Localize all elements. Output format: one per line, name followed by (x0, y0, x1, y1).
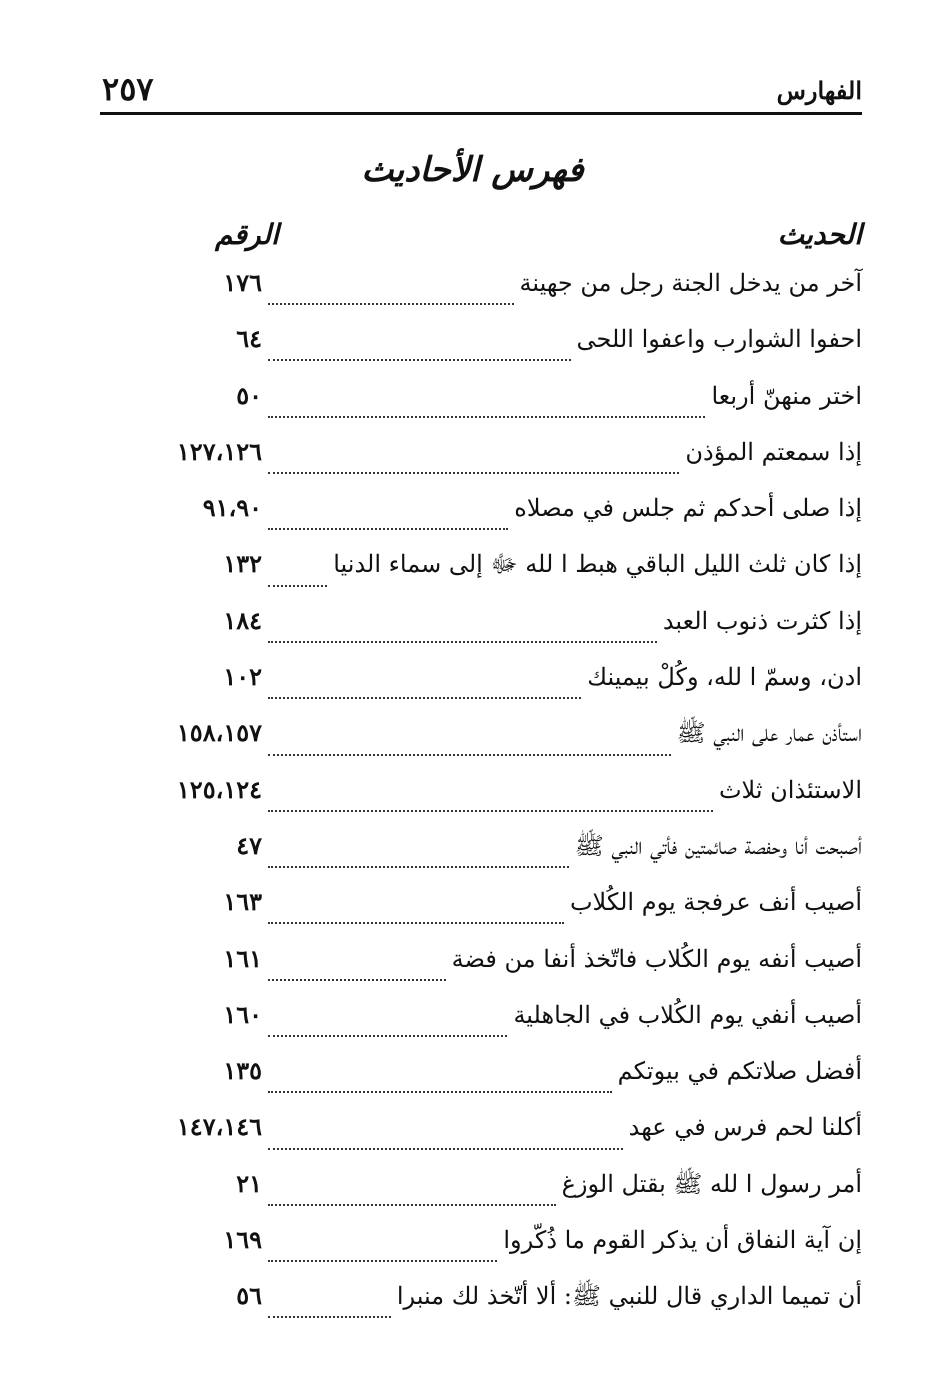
page-number: ٢٥٧ (102, 70, 154, 108)
index-entry (150, 606, 862, 662)
hadith-text: آخر من يدخل الجنة رجل من جهينة (519, 269, 862, 297)
hadith-number: ١٣٥ (223, 1056, 262, 1086)
index-entry (150, 324, 862, 380)
dot-leader (268, 472, 679, 474)
index-title: فهرس الأحاديث (361, 150, 584, 190)
index-entry (150, 437, 862, 493)
index-entry (150, 493, 862, 549)
dot-leader (268, 1148, 623, 1150)
index-entry (150, 775, 862, 831)
hadith-number: ١٢٧،١٢٦ (176, 436, 262, 466)
hadith-number: ١٧٦ (223, 268, 262, 297)
hadith-text: إذا كثرت ذنوب العبد (662, 606, 862, 635)
index-entry (150, 662, 862, 718)
index-entry (150, 718, 862, 774)
hadith-number: ١٦٩ (223, 1225, 262, 1255)
hadith-text: أصيب أنفه يوم الكُلاب فاتّخذ أنفا من فضة (451, 944, 862, 973)
index-entry (150, 1281, 862, 1337)
dot-leader (268, 585, 327, 587)
hadith-text: أكلنا لحم فرس في عهد (628, 1113, 862, 1142)
hadith-text: أن تميما الداري قال للنبي ﷺ: ألا أتّخذ لك منبرا (396, 1282, 862, 1311)
hadith-number: ١٨٤ (223, 605, 262, 635)
running-header (100, 72, 862, 115)
index-entry (150, 1112, 862, 1168)
hadith-number: ١٦١ (223, 943, 262, 973)
dot-leader (268, 922, 564, 924)
dot-leader (268, 866, 569, 868)
hadith-index-list (150, 268, 862, 1338)
hadith-text: إذا سمعتم المؤذن (685, 437, 862, 466)
index-entry (150, 381, 862, 437)
hadith-number: ١٦٠ (223, 999, 262, 1029)
dot-leader (268, 303, 514, 305)
hadith-text: استأذن عمار على النبي ﷺ (676, 719, 862, 748)
index-entry (150, 1056, 862, 1112)
index-entry (150, 944, 862, 1000)
index-entry (150, 549, 862, 605)
hadith-text: الاستئذان ثلاث (718, 775, 862, 804)
hadith-text: إذا كان ثلث الليل الباقي هبط ا لله ﷻ إلى سماء الدنيا (333, 550, 862, 579)
dot-leader (268, 1091, 612, 1093)
hadith-text: أصبحت أنا وحفصة صائمتين فأتي النبي ﷺ (574, 831, 862, 860)
column-heading-number: الرقم (215, 218, 279, 251)
index-entry (150, 268, 862, 324)
hadith-number: ٥٦ (236, 1281, 262, 1311)
hadith-number: ٢١ (236, 1168, 262, 1198)
dot-leader (268, 1316, 391, 1318)
index-entry (150, 1169, 862, 1225)
dot-leader (268, 1035, 507, 1037)
column-heading-hadith: الحديث (777, 218, 862, 251)
hadith-number: ٤٧ (236, 830, 262, 860)
hadith-text: أصيب أنف عرفجة يوم الكُلاب (569, 888, 862, 917)
dot-leader (268, 754, 671, 756)
dot-leader (268, 416, 705, 418)
hadith-text: اختر منهنّ أربعا (711, 381, 862, 410)
hadith-number: ١٢٥،١٢٤ (176, 774, 262, 804)
dot-leader (268, 1260, 497, 1262)
dot-leader (268, 810, 713, 812)
dot-leader (268, 1204, 556, 1206)
hadith-number: ١٥٨،١٥٧ (176, 718, 262, 748)
hadith-text: إن آية النفاق أن يذكر القوم ما ذُكّروا (503, 1226, 862, 1255)
hadith-text: ادن، وسمّ ا لله، وكُلْ بيمينك (587, 663, 862, 692)
dot-leader (268, 979, 446, 981)
hadith-number: ٦٤ (236, 324, 262, 354)
hadith-number: ١٠٢ (223, 662, 262, 692)
dot-leader (268, 528, 508, 530)
hadith-number: ٥٠ (236, 380, 262, 410)
hadith-text: إذا صلى أحدكم ثم جلس في مصلاه (514, 494, 862, 523)
hadith-text: أمر رسول ا لله ﷺ بقتل الوزغ (561, 1169, 862, 1198)
hadith-number: ١٣٢ (223, 549, 262, 579)
dot-leader (268, 697, 581, 699)
hadith-number: ١٦٣ (223, 887, 262, 917)
index-entry (150, 831, 862, 887)
running-title: الفهارس (776, 76, 862, 105)
dot-leader (268, 359, 571, 361)
index-entry (150, 887, 862, 943)
hadith-text: أفضل صلاتكم في بيوتكم (617, 1057, 862, 1086)
hadith-text: أصيب أنفي يوم الكُلاب في الجاهلية (513, 1000, 862, 1029)
hadith-number: ٩١،٩٠ (202, 493, 262, 523)
index-entry (150, 1000, 862, 1056)
hadith-number: ١٤٧،١٤٦ (176, 1112, 262, 1142)
hadith-text: احفوا الشوارب واعفوا اللحى (576, 325, 862, 354)
dot-leader (268, 641, 657, 643)
index-entry (150, 1225, 862, 1281)
column-headings (100, 218, 862, 258)
